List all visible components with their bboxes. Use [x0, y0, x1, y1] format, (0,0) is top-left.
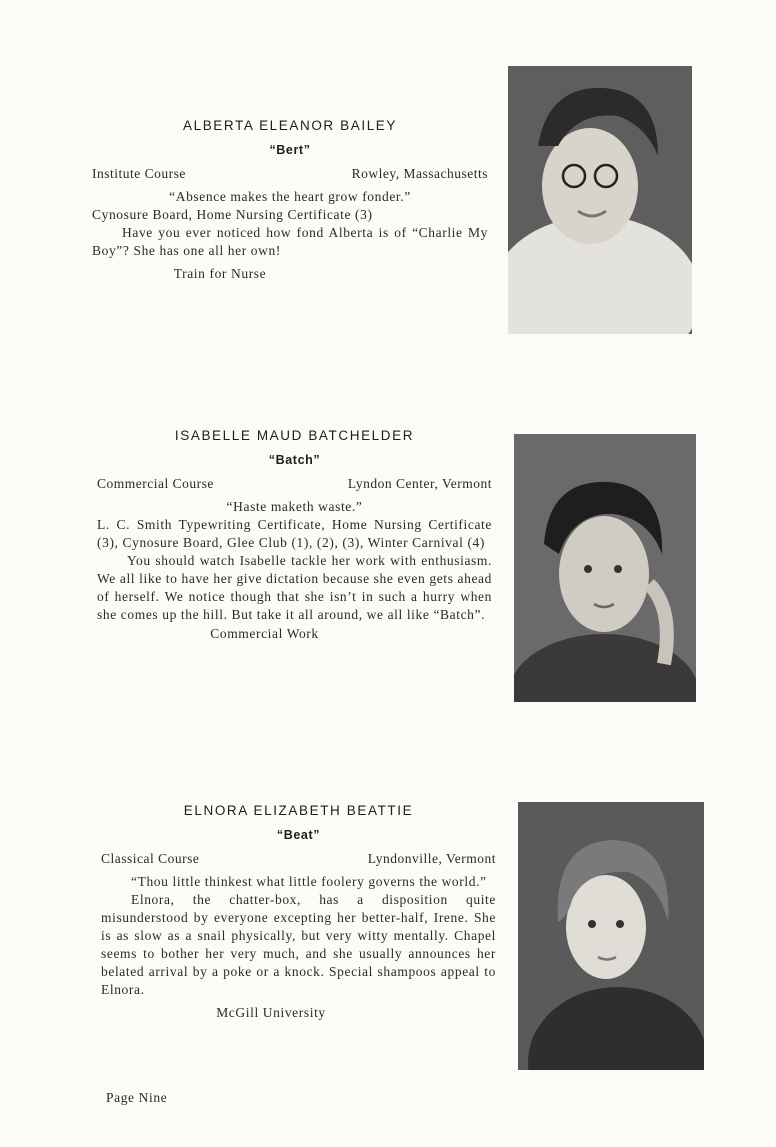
description: You should watch Isabelle tackle her work with enthusiasm. We all like to have her give dictation because she even gets ahead of herself. We notice though that she isn’t in such a hurry when she comes up the hill. But take it all around, we all like “Batch”.: [97, 553, 492, 622]
bio: [101, 873, 496, 999]
entry-bailey: [92, 118, 488, 282]
course: Institute Course: [92, 166, 186, 181]
portrait-photo: [514, 434, 696, 702]
student-nickname: “Beat”: [276, 828, 321, 842]
student-name: ALBERTA ELEANOR BAILEY: [182, 118, 398, 133]
course-line: [92, 166, 488, 182]
portrait-photo: [518, 802, 704, 1070]
student-name: ISABELLE MAUD BATCHELDER: [174, 428, 415, 443]
course: Commercial Course: [97, 476, 214, 491]
activities: L. C. Smith Typewriting Certificate, Home Nursing Certificate (3), Cynosure Board, Glee Club (1), (2), (3), Winter Carnival (4): [97, 517, 492, 550]
hometown: Lyndon Center, Vermont: [347, 476, 492, 491]
description: Have you ever noticed how fond Alberta is of “Charlie My Boy”? She has one all her own!: [92, 225, 488, 258]
future-plan: McGill University: [216, 1005, 326, 1020]
course-line: [97, 476, 492, 492]
course-line: [101, 851, 496, 867]
page-number: Page Nine: [106, 1090, 168, 1105]
quote: “Haste maketh waste.”: [226, 499, 363, 514]
student-nickname: “Batch”: [268, 453, 321, 467]
hometown: Rowley, Massachusetts: [351, 166, 488, 181]
entry-batchelder: [97, 428, 492, 642]
course: Classical Course: [101, 851, 200, 866]
portrait-photo: [508, 66, 692, 334]
student-name: ELNORA ELIZABETH BEATTIE: [183, 803, 414, 818]
student-nickname: “Bert”: [269, 143, 311, 157]
hometown: Lyndonville, Vermont: [367, 851, 496, 866]
activities: Cynosure Board, Home Nursing Certificate (3): [92, 207, 373, 222]
entry-beattie: [101, 803, 496, 1021]
bio: [92, 188, 488, 260]
bio: [97, 498, 492, 624]
description: Elnora, the chatter-box, has a disposition quite misunderstood by everyone excepting her better-half, Irene. She is as slow as a snail physically, but very witty mentally. Chapel seems to bother her very much, and she usually announces her belated arrival by a poke or a knock. Special shampoos appeal to Elnora.: [101, 892, 496, 997]
quote: “Absence makes the heart grow fonder.”: [169, 189, 411, 204]
future-plan: Train for Nurse: [173, 266, 267, 281]
quote: “Thou little thinkest what little foolery governs the world.”: [131, 874, 487, 889]
future-plan: Commercial Work: [210, 626, 319, 641]
